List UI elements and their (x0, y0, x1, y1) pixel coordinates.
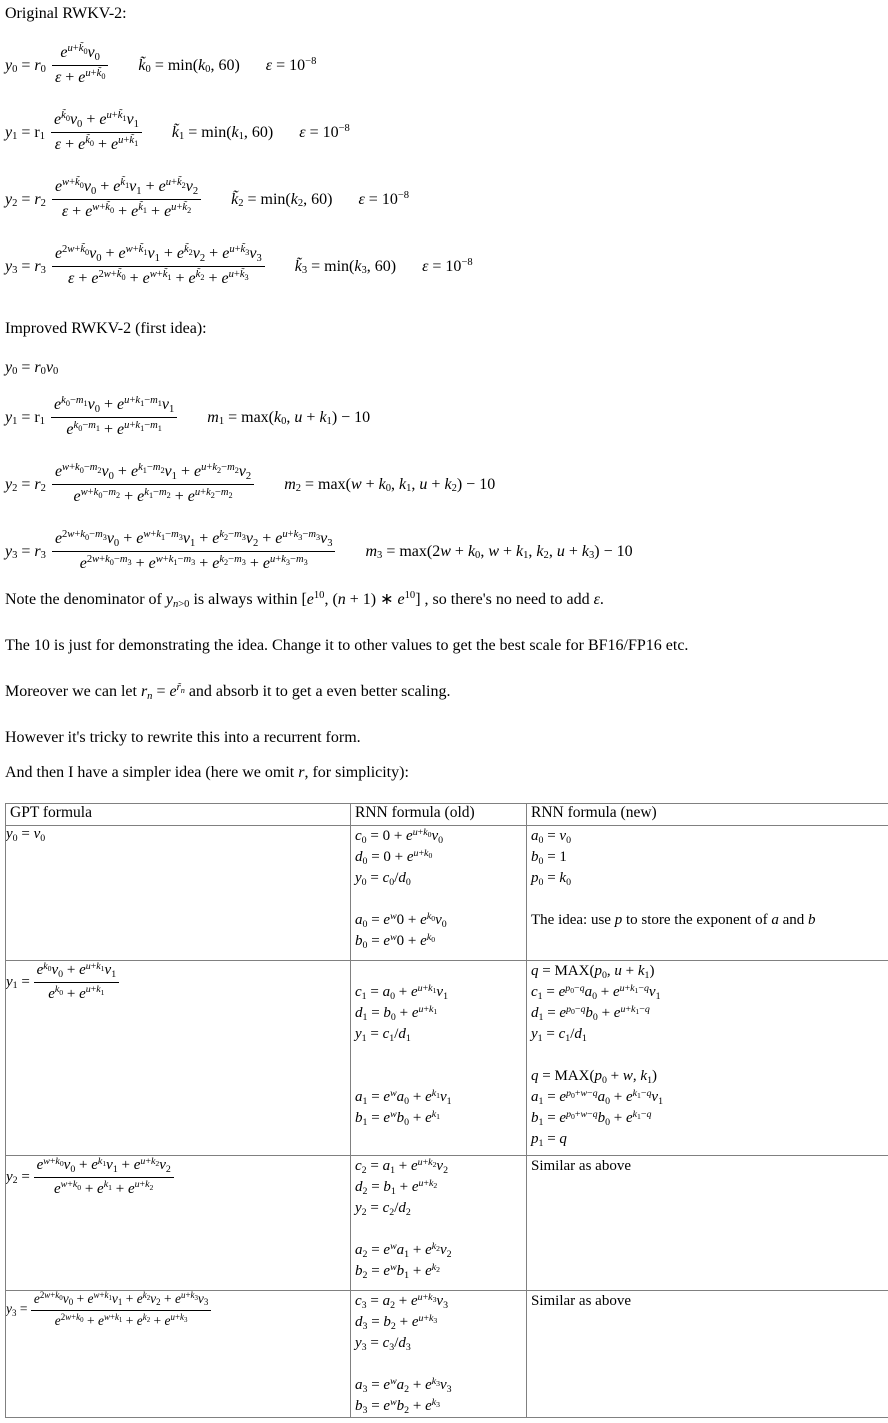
formula-line: $y_2 = c_2/d_2$ (355, 1200, 411, 1218)
equation-condition: $k̃_0 = \min(k_0$, 60) (138, 56, 240, 76)
fraction-denominator: $e^{w+k_0} + e^{k_1} + e^{u+k_2}$ (34, 1177, 174, 1199)
formula-line: $c_3 = a_2 + e^{u+k_3}v_3$ (355, 1291, 449, 1311)
cell-rnn-new (527, 1291, 888, 1418)
fraction-numerator: $e^{k̃_0}v_0 + e^{u+k̃_1}v_1$ (54, 110, 139, 130)
fraction-denominator: $\varepsilon + e^{u+k̃_0}$ (52, 65, 108, 88)
formula-line: $d_1 = b_0 + e^{u+k_1}$ (355, 1003, 438, 1023)
formula-line (527, 889, 888, 910)
fraction-numerator: $e^{u+k̃_0}v_0$ (60, 43, 100, 63)
fraction-denominator: $e^{2w+k_0} + e^{w+k_1} + e^{k_2} + e^{u+k_3}$ (31, 1310, 212, 1330)
equation-condition: $m_3 = \max(2w + k_0$, $w + k_1$, $k_2$, $u + k_3) - 10$ (365, 542, 633, 562)
table-header-row (6, 804, 888, 826)
equation-epsilon: $\varepsilon = 10^{-8}$ (265, 55, 317, 74)
inline-math: [$e^{10}$, (n + 1) ∗ $e^{10}$] (301, 590, 421, 608)
table-row (6, 1291, 888, 1418)
formula-line: $b_1 = e^{p_0+w-q}b_0 + e^{k_1-q}$ (531, 1108, 652, 1128)
formula-line: $p_0 = k_0$ (531, 870, 572, 888)
inline-math: $r_n = e^{r̃_n}$ (140, 682, 185, 702)
formula-line: $c_1 = a_0 + e^{u+k_1}v_1$ (355, 982, 449, 1002)
formula-line: $a_0 = v_0$ (531, 828, 572, 846)
table-header-gpt: GPT formula (6, 804, 351, 826)
cell-rnn-new (527, 1156, 888, 1291)
fraction-denominator: $e^{k_0-m_1} + e^{u+k_1-m_1}$ (51, 417, 177, 440)
section-heading-original: Original RWKV-2: (5, 5, 127, 22)
equation-condition: $m_1 = \max(k_0$, $u + k_1) - 10$ (207, 408, 371, 428)
fraction (52, 529, 336, 574)
formula-line: $b_2 = e^wb_1 + e^{k_2}$ (355, 1261, 440, 1281)
fraction-numerator: $e^{2w+k_0}v_0 + e^{w+k_1}v_1 + e^{k_2}v_2 + e^{u+k_3}v_3$ (33, 1290, 209, 1308)
cell-rnn-old (351, 826, 527, 961)
fraction-denominator: $\varepsilon + e^{w+k̃_0} + e^{k̃_1} + e^{u+k̃_2}$ (52, 199, 201, 222)
equation-lhs: $y_3 = r_3$ (5, 542, 46, 562)
fraction (52, 43, 108, 88)
original-formulas (5, 38, 883, 294)
formula-line: $d_2 = b_1 + e^{u+k_2}$ (355, 1177, 438, 1197)
fraction (51, 395, 177, 440)
formula-line: $a_1 = e^wa_0 + e^{k_1}v_1$ (355, 1087, 452, 1107)
inline-math: a (771, 912, 779, 928)
cell-rnn-new (527, 961, 888, 1156)
formula-line: $q = MAX(p_0$, $u + k_1$) (531, 963, 655, 981)
equation-lhs: $y_3 = r_3$ (5, 257, 46, 277)
formula-line (351, 1045, 526, 1066)
equation (5, 390, 883, 445)
formula-table (5, 803, 888, 1418)
equation: $y_0 = r_0v_0$ (5, 358, 59, 378)
fraction (34, 961, 120, 1004)
fraction-denominator: $\varepsilon + e^{2w+k̃_0} + e^{w+k̃_1} + e^{k̃_2} + e^{u+k̃_3}$ (52, 266, 265, 289)
table-row (6, 826, 888, 961)
cell-rnn-old (351, 961, 527, 1156)
fraction-denominator: $\varepsilon + e^{k̃_0} + e^{u+k̃_1}$ (51, 132, 142, 155)
equation-lhs: $y_2 = r_2$ (5, 190, 46, 210)
equation (5, 105, 883, 160)
fraction-numerator: $e^{k_0-m_1}v_0 + e^{u+k_1-m_1}v_1$ (54, 395, 175, 415)
equation-lhs: $y_1 = r_1$ (5, 408, 46, 428)
formula-line (351, 961, 526, 982)
equation (5, 524, 883, 579)
fraction (51, 110, 142, 155)
formula-line: $d_1 = e^{p_0-q}b_0 + e^{u+k_1-q}$ (531, 1003, 650, 1023)
equation-condition: $k̃_3 = \min(k_3$, 60) (294, 257, 397, 277)
formula-line (351, 1066, 526, 1087)
formula-line (351, 1219, 526, 1240)
formula-line: $y_1 = c_1/d_1$ (531, 1026, 587, 1044)
equation-lhs: $y_2$ = (6, 1168, 30, 1187)
equation-condition: $m_2 = \max(w + k_0$, $k_1$, $u + k_2) - 10$ (284, 475, 496, 495)
formula-line: $a_2 = e^wa_1 + e^{k_2}v_2$ (355, 1240, 452, 1260)
cell-gpt-formula (6, 961, 351, 1156)
fraction (34, 1156, 174, 1199)
fraction-numerator: $e^{w+k̃_0}v_0 + e^{k̃_1}v_1 + e^{u+k̃_2}v_2$ (54, 177, 199, 197)
equation-lhs: $y_1 = r_1$ (5, 123, 46, 143)
equation (5, 38, 883, 93)
formula-line: $b_1 = e^wb_0 + e^{k_1}$ (355, 1108, 440, 1128)
equation-lhs: $y_1$ = (6, 973, 30, 992)
improved-formulas (5, 357, 883, 579)
para-3: Moreover we can let $r_n = e^{r̃_n}$ and absorb it to get a even better scaling. (5, 682, 451, 702)
para-5: And then I have a simpler idea (here we omit r, for simplicity): (5, 764, 409, 781)
table-row (6, 961, 888, 1156)
table-row (6, 1156, 888, 1291)
para-4: However it's tricky to rewrite this into a recurrent form. (5, 729, 361, 746)
fraction-numerator: $e^{k_0}v_0 + e^{u+k_1}v_1$ (36, 960, 117, 980)
fraction-numerator: $e^{2w+k̃_0}v_0 + e^{w+k̃_1}v_1 + e^{k̃_2}v_2 + e^{u+k̃_3}v_3$ (54, 244, 262, 264)
equation-condition: $k̃_2 = \min(k_2$, 60) (231, 190, 333, 210)
formula-line: The idea: use p to store the exponent of a and b (531, 912, 816, 928)
formula-line: $a_3 = e^wa_2 + e^{k_3}v_3$ (355, 1375, 452, 1395)
formula-line: $y_0 = c_0/d_0$ (355, 870, 411, 888)
fraction (31, 1291, 212, 1330)
inline-math: $y_{n>0}$ (165, 591, 190, 610)
cell-rnn-old (351, 1291, 527, 1418)
equation (5, 172, 883, 227)
section-heading-improved: Improved RWKV-2 (first idea): (5, 320, 207, 337)
fraction-denominator: $e^{w+k_0-m_2} + e^{k_1-m_2} + e^{u+k_2-m_2}$ (52, 484, 254, 507)
fraction (52, 244, 265, 289)
fraction-denominator: $e^{2w+k_0-m_3} + e^{w+k_1-m_3} + e^{k_2-m_3} + e^{u+k_3-m_3}$ (52, 551, 336, 574)
para-2: The 10 is just for demonstrating the idea. Change it to other values to get the best scale for BF16/FP16 etc. (5, 637, 689, 654)
formula-line: $b_0 = e^w0 + e^{k_0}$ (355, 931, 436, 951)
fraction (52, 177, 201, 222)
formula-line: $c_1 = e^{p_0-q}a_0 + e^{u+k_1-q}v_1$ (531, 982, 661, 1002)
para-1: Note the denominator of $y_{n>0}$ is always within [$e^{10}$, (n + 1) ∗ $e^{10}$] , so there's no need to add ε. (5, 590, 604, 610)
inline-math: p (614, 912, 623, 928)
equation (5, 239, 883, 294)
formula-line: $c_0 = 0 + e^{u+k_0}v_0$ (355, 826, 444, 846)
table-header-rnn-old: RNN formula (old) (351, 804, 527, 826)
inline-math: r (298, 764, 305, 781)
fraction-numerator: $e^{w+k_0-m_2}v_0 + e^{k_1-m_2}v_1 + e^{u+k_2-m_2}v_2$ (54, 462, 252, 482)
formula-line (527, 1045, 888, 1066)
formula-line: $c_2 = a_1 + e^{u+k_2}v_2$ (355, 1156, 449, 1176)
cell-gpt-formula: $y_0 = v_0$ (6, 826, 351, 961)
formula-line: $b_3 = e^wb_2 + e^{k_3}$ (355, 1396, 440, 1416)
equation-epsilon: $\varepsilon = 10^{-8}$ (422, 256, 473, 275)
formula-line: $y_1 = c_1/d_1$ (355, 1026, 411, 1044)
table-body (6, 826, 888, 1418)
equation-condition: $k̃_1 = \min(k_1$, 60) (171, 123, 274, 143)
formula-line: Similar as above (531, 1293, 631, 1309)
formula-line (351, 889, 526, 910)
formula-line: $a_0 = e^w0 + e^{k_0}v_0$ (355, 910, 447, 930)
formula-line: $y_3 = c_3/d_3$ (355, 1335, 411, 1353)
cell-gpt-formula (6, 1156, 351, 1291)
inline-math: b (808, 912, 816, 928)
formula-line: $p_1 = q$ (531, 1131, 567, 1149)
equation-epsilon: $\varepsilon = 10^{-8}$ (299, 122, 350, 141)
formula-line: $d_3 = b_2 + e^{u+k_3}$ (355, 1312, 438, 1332)
cell-rnn-old (351, 1156, 527, 1291)
cell-rnn-new (527, 826, 888, 961)
fraction-numerator: $e^{2w+k_0-m_3}v_0 + e^{w+k_1-m_3}v_1 + e^{k_2-m_3}v_2 + e^{u+k_3-m_3}v_3$ (54, 529, 333, 549)
fraction-numerator: $e^{w+k_0}v_0 + e^{k_1}v_1 + e^{u+k_2}v_2$ (36, 1155, 171, 1175)
equation (5, 457, 883, 512)
fraction-denominator: $e^{k_0} + e^{u+k_1}$ (34, 982, 120, 1004)
formula-line: $a_1 = e^{p_0+w-q}a_0 + e^{k_1-q}v_1$ (531, 1087, 664, 1107)
formula-line: Similar as above (531, 1158, 631, 1174)
formula-line: $d_0 = 0 + e^{u+k_0}$ (355, 847, 433, 867)
notes (5, 589, 883, 783)
formula-line: $b_0 = 1$ (531, 849, 567, 867)
formula-line: $q = MAX(p_0 + w$, $k_1$) (531, 1068, 657, 1086)
equation-lhs: $y_0 = r_0$ (5, 56, 46, 76)
table-header-rnn-new: RNN formula (new) (527, 804, 888, 826)
inline-math: ε (593, 591, 600, 608)
formula-line (351, 1354, 526, 1375)
equation-lhs: $y_2 = r_2$ (5, 475, 46, 495)
fraction (52, 462, 254, 507)
cell-gpt-formula (6, 1291, 351, 1418)
equation-epsilon: $\varepsilon = 10^{-8}$ (358, 189, 410, 208)
equation-lhs: $y_3$ = (6, 1301, 28, 1318)
